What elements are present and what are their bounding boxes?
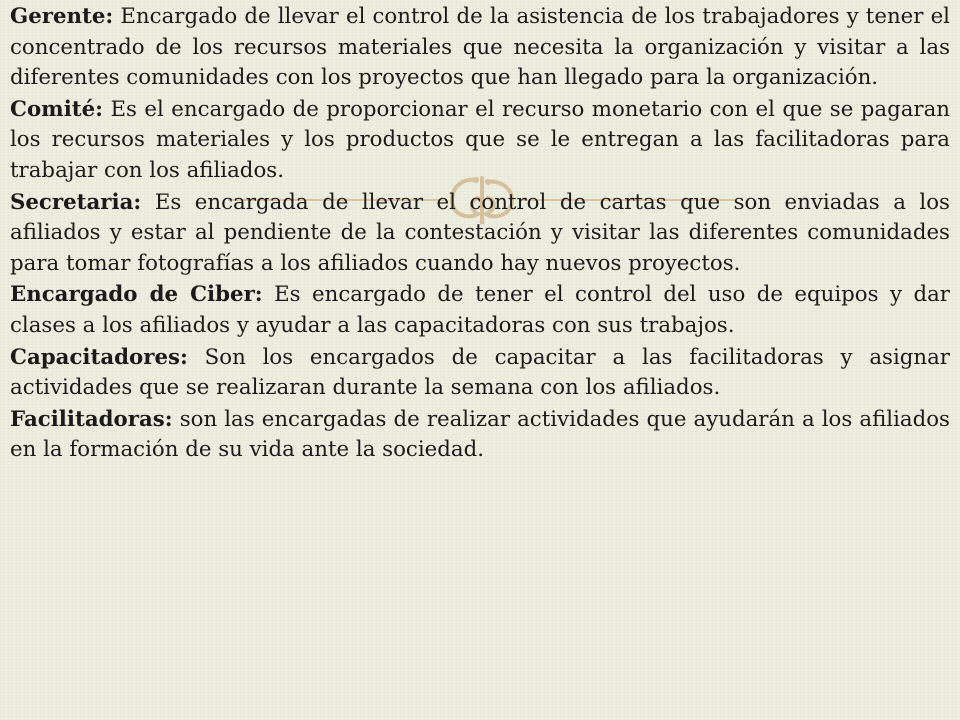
term-description: son las encargadas de realizar actividades que ayudarán a los afiliados en la formación de su vida ante la sociedad. — [10, 406, 950, 463]
definition-comite — [10, 95, 950, 187]
definition-capacitadores — [10, 343, 950, 404]
term-description: Es el encargado de proporcionar el recurso monetario con el que se pagaran los recursos materiales y los productos que se le entregan a las facilitadoras para trabajar con los afiliados. — [10, 96, 950, 183]
term-label: Capacitadores: — [10, 344, 188, 370]
definition-gerente — [10, 2, 950, 94]
definitions-list — [10, 2, 950, 467]
definition-facilitadoras — [10, 405, 950, 466]
term-label: Comité: — [10, 96, 104, 122]
term-description: Son los encargados de capacitar a las facilitadoras y asignar actividades que se realizaran durante la semana con los afiliados. — [10, 344, 950, 401]
term-label: Encargado de Ciber: — [10, 282, 263, 308]
term-description: Es encargada de llevar el control de cartas que son enviadas a los afiliados y estar al pendiente de la contestación y visitar las diferentes comunidades para tomar fotografías a los afiliados cuando hay nuevos proyectos. — [10, 189, 950, 276]
term-label: Facilitadoras: — [10, 406, 173, 432]
definition-secretaria — [10, 188, 950, 280]
term-description: Encargado de llevar el control de la asistencia de los trabajadores y tener el concentrado de los recursos materiales que necesita la organización y visitar a las diferentes comunidades con los proyectos que han llegado para la organización. — [10, 4, 950, 91]
term-label: Gerente: — [10, 4, 114, 29]
definition-encargado-de-ciber — [10, 280, 950, 341]
term-label: Secretaria: — [10, 189, 142, 215]
term-description: Es encargado de tener el control del uso de equipos y dar clases a los afiliados y ayudar a las capacitadoras con sus trabajos. — [10, 282, 950, 338]
